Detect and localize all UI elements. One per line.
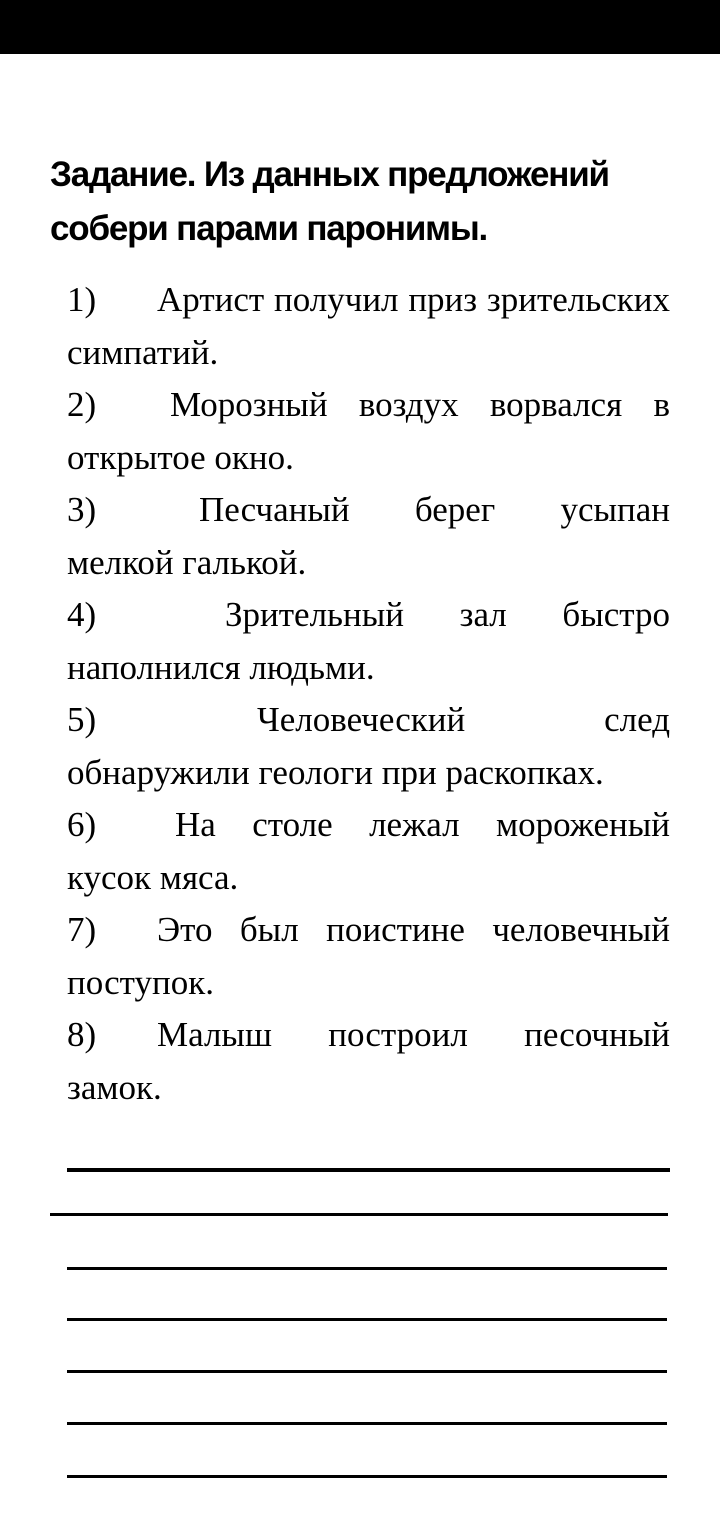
item-text: Морозный воздух ворвался в открытое окно. [67,385,670,477]
answer-line [67,1370,667,1373]
answer-line [50,1213,668,1216]
item-text: Песчаный берег усыпан мелкой галькой. [67,490,670,582]
task-title-line-2: собери парами паронимы. [50,209,488,248]
task-title [50,148,650,256]
item-number: 5) [67,700,97,739]
item-number: 7) [67,910,97,949]
task-title-line-1: Задание. Из данных предложений [50,155,609,194]
item-text: Зрительный зал быстро наполнился людьми. [67,595,670,687]
item-text: Малыш построил песочный замок. [67,1015,670,1107]
answer-line [67,1267,667,1270]
item-number: 1) [67,280,97,319]
list-item [67,274,670,379]
top-black-bar [0,0,720,54]
item-text: Артист получил приз зрительских симпатий. [67,280,670,372]
item-number: 3) [67,490,97,529]
answer-line [67,1422,667,1425]
answer-line [67,1168,670,1172]
answer-line [67,1475,667,1478]
list-item [67,379,670,484]
item-number: 6) [67,805,97,844]
list-item [67,799,670,904]
answer-line [67,1318,667,1321]
item-text: На столе лежал мороженый кусок мяса. [67,805,670,897]
list-item [67,694,670,799]
list-item [67,589,670,694]
list-item [67,1009,670,1114]
item-number: 2) [67,385,97,424]
list-item [67,484,670,589]
item-text: Человеческий след обнаружили геологи при раскопках. [67,700,670,792]
sentence-list [67,274,670,1114]
item-number: 4) [67,595,97,634]
item-text: Это был поистине человечный поступок. [67,910,670,1002]
list-item [67,904,670,1009]
item-number: 8) [67,1015,97,1054]
